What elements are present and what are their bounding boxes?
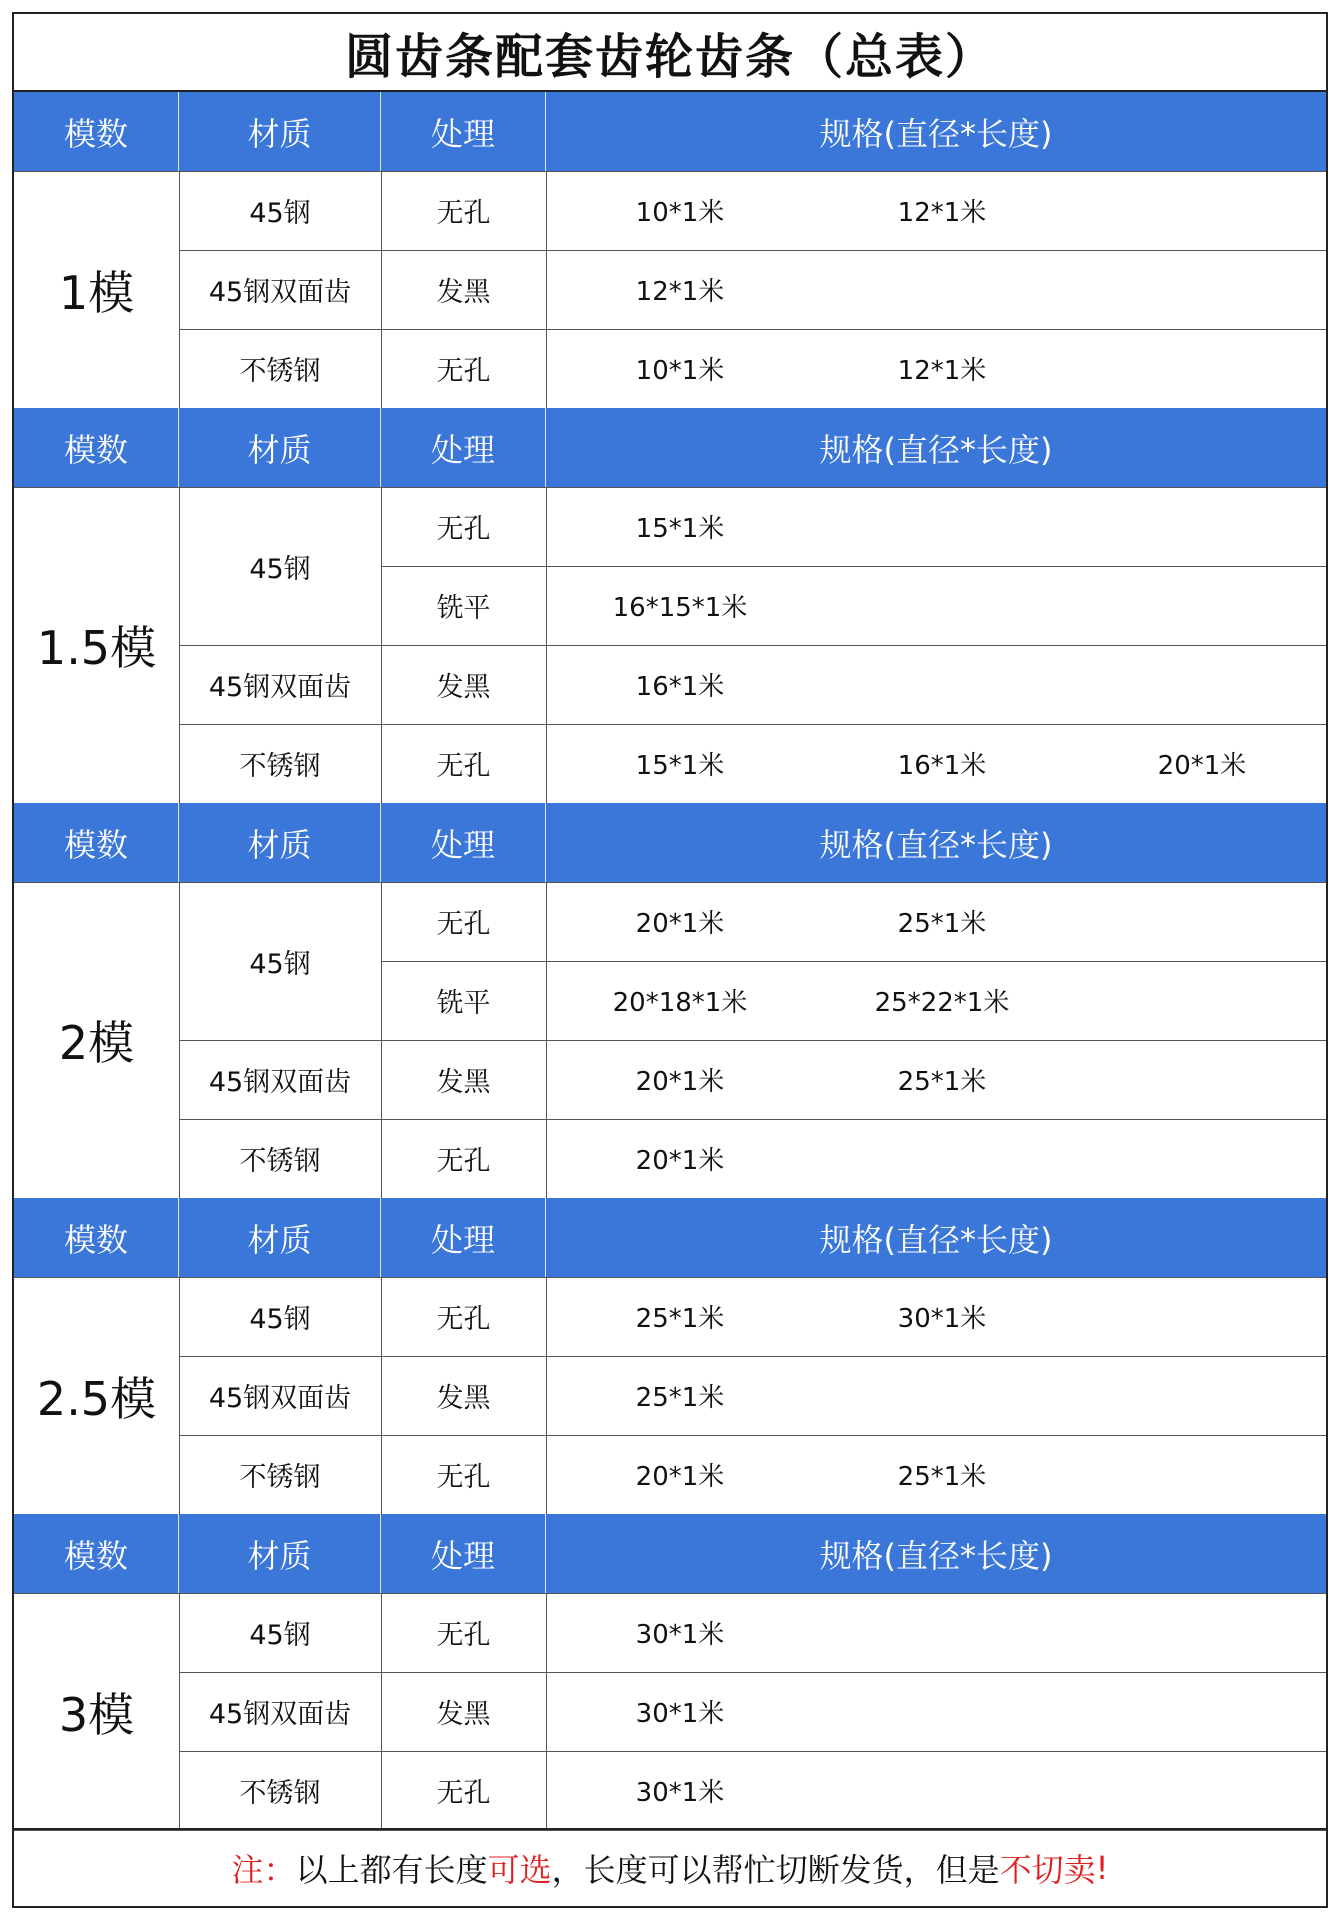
note-suffix: ! xyxy=(1095,1849,1109,1887)
material-cell: 45钢 xyxy=(249,1304,311,1335)
material-cell: 45钢 xyxy=(249,1620,311,1651)
spec-value: 20*1米 xyxy=(1157,751,1247,781)
header-material: 材质 xyxy=(179,803,381,882)
material-cell: 45钢双面齿 xyxy=(208,672,352,703)
header-material: 材质 xyxy=(179,92,381,171)
module-cell: 2.5模 xyxy=(36,1371,157,1426)
column-divider xyxy=(546,171,547,408)
spec-value: 25*22*1米 xyxy=(874,988,1010,1018)
spec-value: 15*1米 xyxy=(635,514,725,544)
column-divider xyxy=(381,487,382,803)
spec-value: 16*1米 xyxy=(635,672,725,702)
material-cell: 不锈钢 xyxy=(239,751,321,782)
material-cell: 不锈钢 xyxy=(239,1462,321,1493)
spec-value: 15*1米 xyxy=(635,751,725,781)
note-highlight-optional: 可选 xyxy=(487,1851,552,1889)
header-spec: 规格(直径*长度) xyxy=(546,803,1326,882)
module-cell: 3模 xyxy=(58,1687,135,1742)
module-cell: 2模 xyxy=(58,1016,135,1070)
column-divider xyxy=(546,487,547,803)
header-treatment: 处理 xyxy=(381,1198,546,1277)
treatment-cell: 无孔 xyxy=(436,198,491,229)
footer-note xyxy=(14,1828,1326,1906)
note-part1: 以上都有长度 xyxy=(295,1851,488,1889)
treatment-cell: 无孔 xyxy=(436,909,491,940)
material-cell: 45钢双面齿 xyxy=(208,1383,352,1414)
treatment-cell: 无孔 xyxy=(436,514,491,545)
spec-value: 30*1米 xyxy=(635,1620,725,1650)
header-treatment: 处理 xyxy=(381,92,546,171)
header-spec: 规格(直径*长度) xyxy=(546,92,1326,171)
treatment-cell: 发黑 xyxy=(436,1383,491,1414)
header-spec: 规格(直径*长度) xyxy=(546,1198,1326,1277)
header-module: 模数 xyxy=(14,1514,179,1593)
spec-value: 12*1米 xyxy=(635,277,725,307)
treatment-cell: 铣平 xyxy=(436,988,491,1019)
module-cell: 1.5模 xyxy=(36,621,157,675)
spec-value: 20*1米 xyxy=(635,909,725,939)
spec-value: 25*1米 xyxy=(897,1067,987,1097)
header-material: 材质 xyxy=(179,1198,381,1277)
treatment-cell: 无孔 xyxy=(436,1146,491,1177)
column-divider xyxy=(546,1277,547,1514)
spec-value: 25*1米 xyxy=(897,909,987,939)
treatment-cell: 无孔 xyxy=(436,356,491,387)
header-module: 模数 xyxy=(14,408,179,487)
material-cell: 不锈钢 xyxy=(239,356,321,387)
header-module: 模数 xyxy=(14,1198,179,1277)
header-spec: 规格(直径*长度) xyxy=(546,1514,1326,1593)
spec-value: 16*1米 xyxy=(897,751,987,781)
spec-value: 30*1米 xyxy=(635,1778,725,1808)
column-divider xyxy=(381,1277,382,1514)
treatment-cell: 无孔 xyxy=(436,1620,491,1651)
module-cell: 1模 xyxy=(58,265,135,320)
spec-value: 16*15*1米 xyxy=(612,593,748,623)
spec-value: 20*18*1米 xyxy=(612,988,748,1018)
material-cell: 不锈钢 xyxy=(239,1778,321,1809)
note-part2: ，长度可以帮忙切断发货，但是 xyxy=(551,1851,1000,1889)
header-treatment: 处理 xyxy=(381,408,546,487)
treatment-cell: 无孔 xyxy=(436,1304,491,1335)
header-treatment: 处理 xyxy=(381,1514,546,1593)
header-material: 材质 xyxy=(179,408,381,487)
spec-value: 20*1米 xyxy=(635,1067,725,1097)
column-divider xyxy=(546,882,547,1198)
treatment-cell: 无孔 xyxy=(436,751,491,782)
spec-value: 25*1米 xyxy=(635,1304,725,1334)
spec-value: 20*1米 xyxy=(635,1462,725,1492)
column-divider xyxy=(381,1593,382,1830)
spec-value: 25*1米 xyxy=(635,1383,725,1413)
page-title: 圆齿条配套齿轮齿条（总表） xyxy=(14,14,1326,92)
header-module: 模数 xyxy=(14,803,179,882)
spec-value: 30*1米 xyxy=(897,1304,987,1334)
material-cell: 45钢 xyxy=(249,198,311,229)
spec-value: 10*1米 xyxy=(635,198,725,228)
spec-value: 25*1米 xyxy=(897,1462,987,1492)
material-cell: 45钢 xyxy=(249,553,311,585)
treatment-cell: 发黑 xyxy=(436,1067,491,1098)
note-highlight-no-cut-sale: 不切卖 xyxy=(999,1851,1096,1889)
material-cell: 不锈钢 xyxy=(239,1146,321,1177)
header-treatment: 处理 xyxy=(381,803,546,882)
spec-sheet xyxy=(12,12,1328,1908)
treatment-cell: 无孔 xyxy=(436,1778,491,1809)
spec-value: 20*1米 xyxy=(635,1146,725,1176)
column-divider xyxy=(546,1593,547,1830)
material-cell: 45钢双面齿 xyxy=(208,277,352,308)
header-module: 模数 xyxy=(14,92,179,171)
spec-value: 12*1米 xyxy=(897,198,987,228)
treatment-cell: 发黑 xyxy=(436,1699,491,1730)
treatment-cell: 铣平 xyxy=(436,593,491,624)
spec-value: 12*1米 xyxy=(897,356,987,386)
material-cell: 45钢 xyxy=(249,948,311,980)
treatment-cell: 发黑 xyxy=(436,277,491,308)
note-prefix: 注： xyxy=(231,1851,296,1889)
spec-value: 30*1米 xyxy=(635,1699,725,1729)
material-cell: 45钢双面齿 xyxy=(208,1067,352,1098)
treatment-cell: 发黑 xyxy=(436,672,491,703)
treatment-cell: 无孔 xyxy=(436,1462,491,1493)
spec-value: 10*1米 xyxy=(635,356,725,386)
header-spec: 规格(直径*长度) xyxy=(546,408,1326,487)
column-divider xyxy=(381,882,382,1198)
header-material: 材质 xyxy=(179,1514,381,1593)
material-cell: 45钢双面齿 xyxy=(208,1699,352,1730)
column-divider xyxy=(381,171,382,408)
